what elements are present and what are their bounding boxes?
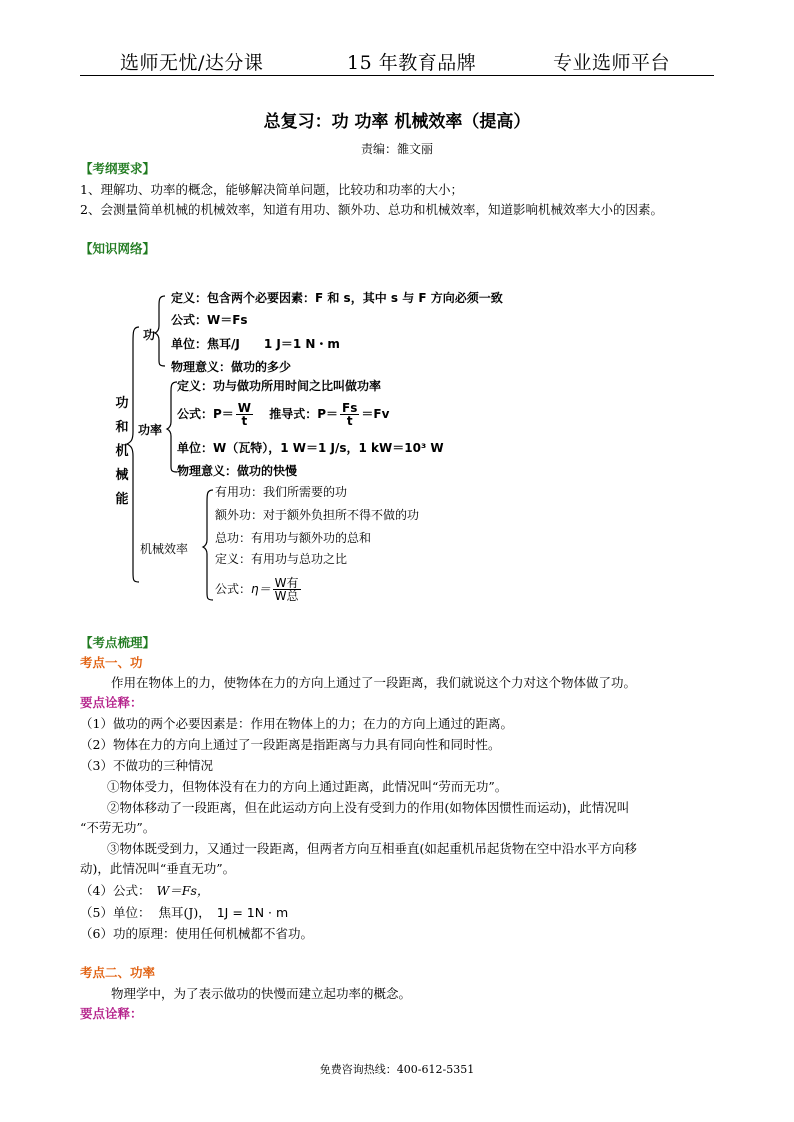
- formula-value: W＝Fs，: [156, 883, 210, 898]
- unit-equation: 1J = 1N · m: [216, 905, 289, 920]
- syllabus-heading: 【考纲要求】: [80, 161, 156, 176]
- total-work: 总功：有用功与额外功的总和: [215, 531, 372, 545]
- work-formula-line: [80, 883, 209, 899]
- power-unit: 单位：W（瓦特），1 W＝1 J/s，1 kW＝10³ W: [177, 441, 444, 455]
- work-label: 功: [143, 328, 156, 342]
- power-label: 功率: [138, 423, 163, 437]
- footer-hotline: 免费咨询热线：400-612-5351: [319, 1063, 475, 1076]
- work-unit-line: [80, 905, 288, 921]
- point2-intro: 物理学中，为了表示做功的快慢而建立起功率的概念。: [111, 986, 412, 1001]
- efficiency-label: 机械效率: [140, 542, 189, 556]
- fraction-numerator: W有: [274, 576, 299, 590]
- power-fraction: [236, 402, 253, 427]
- fraction-numerator: W: [237, 401, 252, 415]
- efficiency-fraction: [273, 577, 301, 602]
- point1-note-title: 要点诠释：: [80, 695, 143, 710]
- efficiency-formula: [215, 577, 303, 602]
- case-no-force-cont: “不劳无功”。: [80, 820, 156, 835]
- case-no-distance: ①物体受力，但物体没有在力的方向上通过距离，此情况叫“劳而无功”。: [107, 779, 508, 794]
- header-slogan: 15 年教育品牌: [347, 52, 477, 74]
- review-heading: 【考点梳理】: [80, 635, 156, 650]
- knowledge-map: [105, 282, 503, 622]
- eta-symbol: η＝: [251, 582, 271, 596]
- work-meaning: 物理意义：做功的多少: [171, 360, 292, 374]
- derived-label: 推导式：: [269, 407, 318, 421]
- fraction-numerator: Fs: [342, 401, 358, 415]
- useful-work: 有用功：我们所需要的功: [215, 485, 348, 499]
- efficiency-formula-prefix: 公式：: [215, 582, 252, 596]
- point2-note-title: 要点诠释：: [80, 1006, 143, 1021]
- unit-label: （5）单位：: [80, 905, 151, 920]
- point1-intro: 作用在物体上的力，使物体在力的方向上通过了一段距离，我们就说这个力对这个物体做了功。: [111, 675, 637, 690]
- point1-title: 考点一、功: [80, 655, 143, 670]
- work-unit: 单位：焦耳/J 1 J＝1 N・m: [171, 337, 340, 351]
- editor-line: 责编：雒文丽: [360, 142, 433, 156]
- derived-prefix: P＝: [317, 407, 339, 421]
- power-formula-prefix: 公式：P＝: [177, 407, 234, 421]
- page-title: 总复习：功 功率 机械效率（提高）: [263, 112, 531, 132]
- network-heading: 【知识网络】: [80, 241, 156, 256]
- header-divider: [80, 75, 714, 76]
- unit-value: 焦耳(J)，: [158, 905, 211, 920]
- point1-item: （2）物体在力的方向上通过了一段距离是指距离与力具有同向性和同时性。: [80, 737, 501, 752]
- efficiency-definition: 定义：有用功与总功之比: [215, 552, 348, 566]
- derived-suffix: ＝Fv: [361, 407, 390, 421]
- header-brand: 选师无忧/达分课: [120, 52, 264, 74]
- derived-fraction: [340, 402, 359, 427]
- power-formula: [177, 402, 389, 427]
- power-definition: 定义：功与做功所用时间之比叫做功率: [177, 379, 382, 393]
- case-perpendicular-cont: 动)，此情况叫“垂直无功”。: [80, 861, 236, 876]
- work-formula: 公式：W＝Fs: [171, 313, 248, 327]
- power-meaning: 物理意义：做功的快慢: [177, 464, 298, 478]
- point1-item: （3）不做功的三种情况: [80, 758, 213, 773]
- fraction-denominator: W总: [274, 589, 299, 603]
- fraction-denominator: t: [346, 414, 353, 428]
- point1-item: （1）做功的两个必要因素是：作用在物体上的力；在力的方向上通过的距离。: [80, 716, 513, 731]
- syllabus-item: 2、会测量简单机械的机械效率，知道有用功、额外功、总功和机械效率，知道影响机械效率大小的因素。: [80, 202, 663, 217]
- work-principle: （6）功的原理：使用任何机械都不省功。: [80, 926, 313, 941]
- header-platform: 专业选师平台: [553, 52, 671, 74]
- work-definition: 定义：包含两个必要因素：F 和 s，其中 s 与 F 方向必须一致: [171, 291, 503, 305]
- case-perpendicular: ③物体既受到力，又通过一段距离，但两者方向互相垂直(如起重机吊起货物在空中沿水平方向移: [107, 841, 637, 856]
- root-label: 功和机械能: [115, 396, 129, 507]
- point2-title: 考点二、功率: [80, 965, 156, 980]
- extra-work: 额外功：对于额外负担所不得不做的功: [215, 508, 420, 522]
- fraction-denominator: t: [241, 414, 248, 428]
- case-no-force: ②物体移动了一段距离，但在此运动方向上没有受到力的作用(如物体因惯性而运动)，此情况叫: [107, 800, 630, 815]
- formula-label: （4）公式：: [80, 883, 151, 898]
- syllabus-item: 1、理解功、功率的概念，能够解决简单问题，比较功和功率的大小；: [80, 182, 463, 197]
